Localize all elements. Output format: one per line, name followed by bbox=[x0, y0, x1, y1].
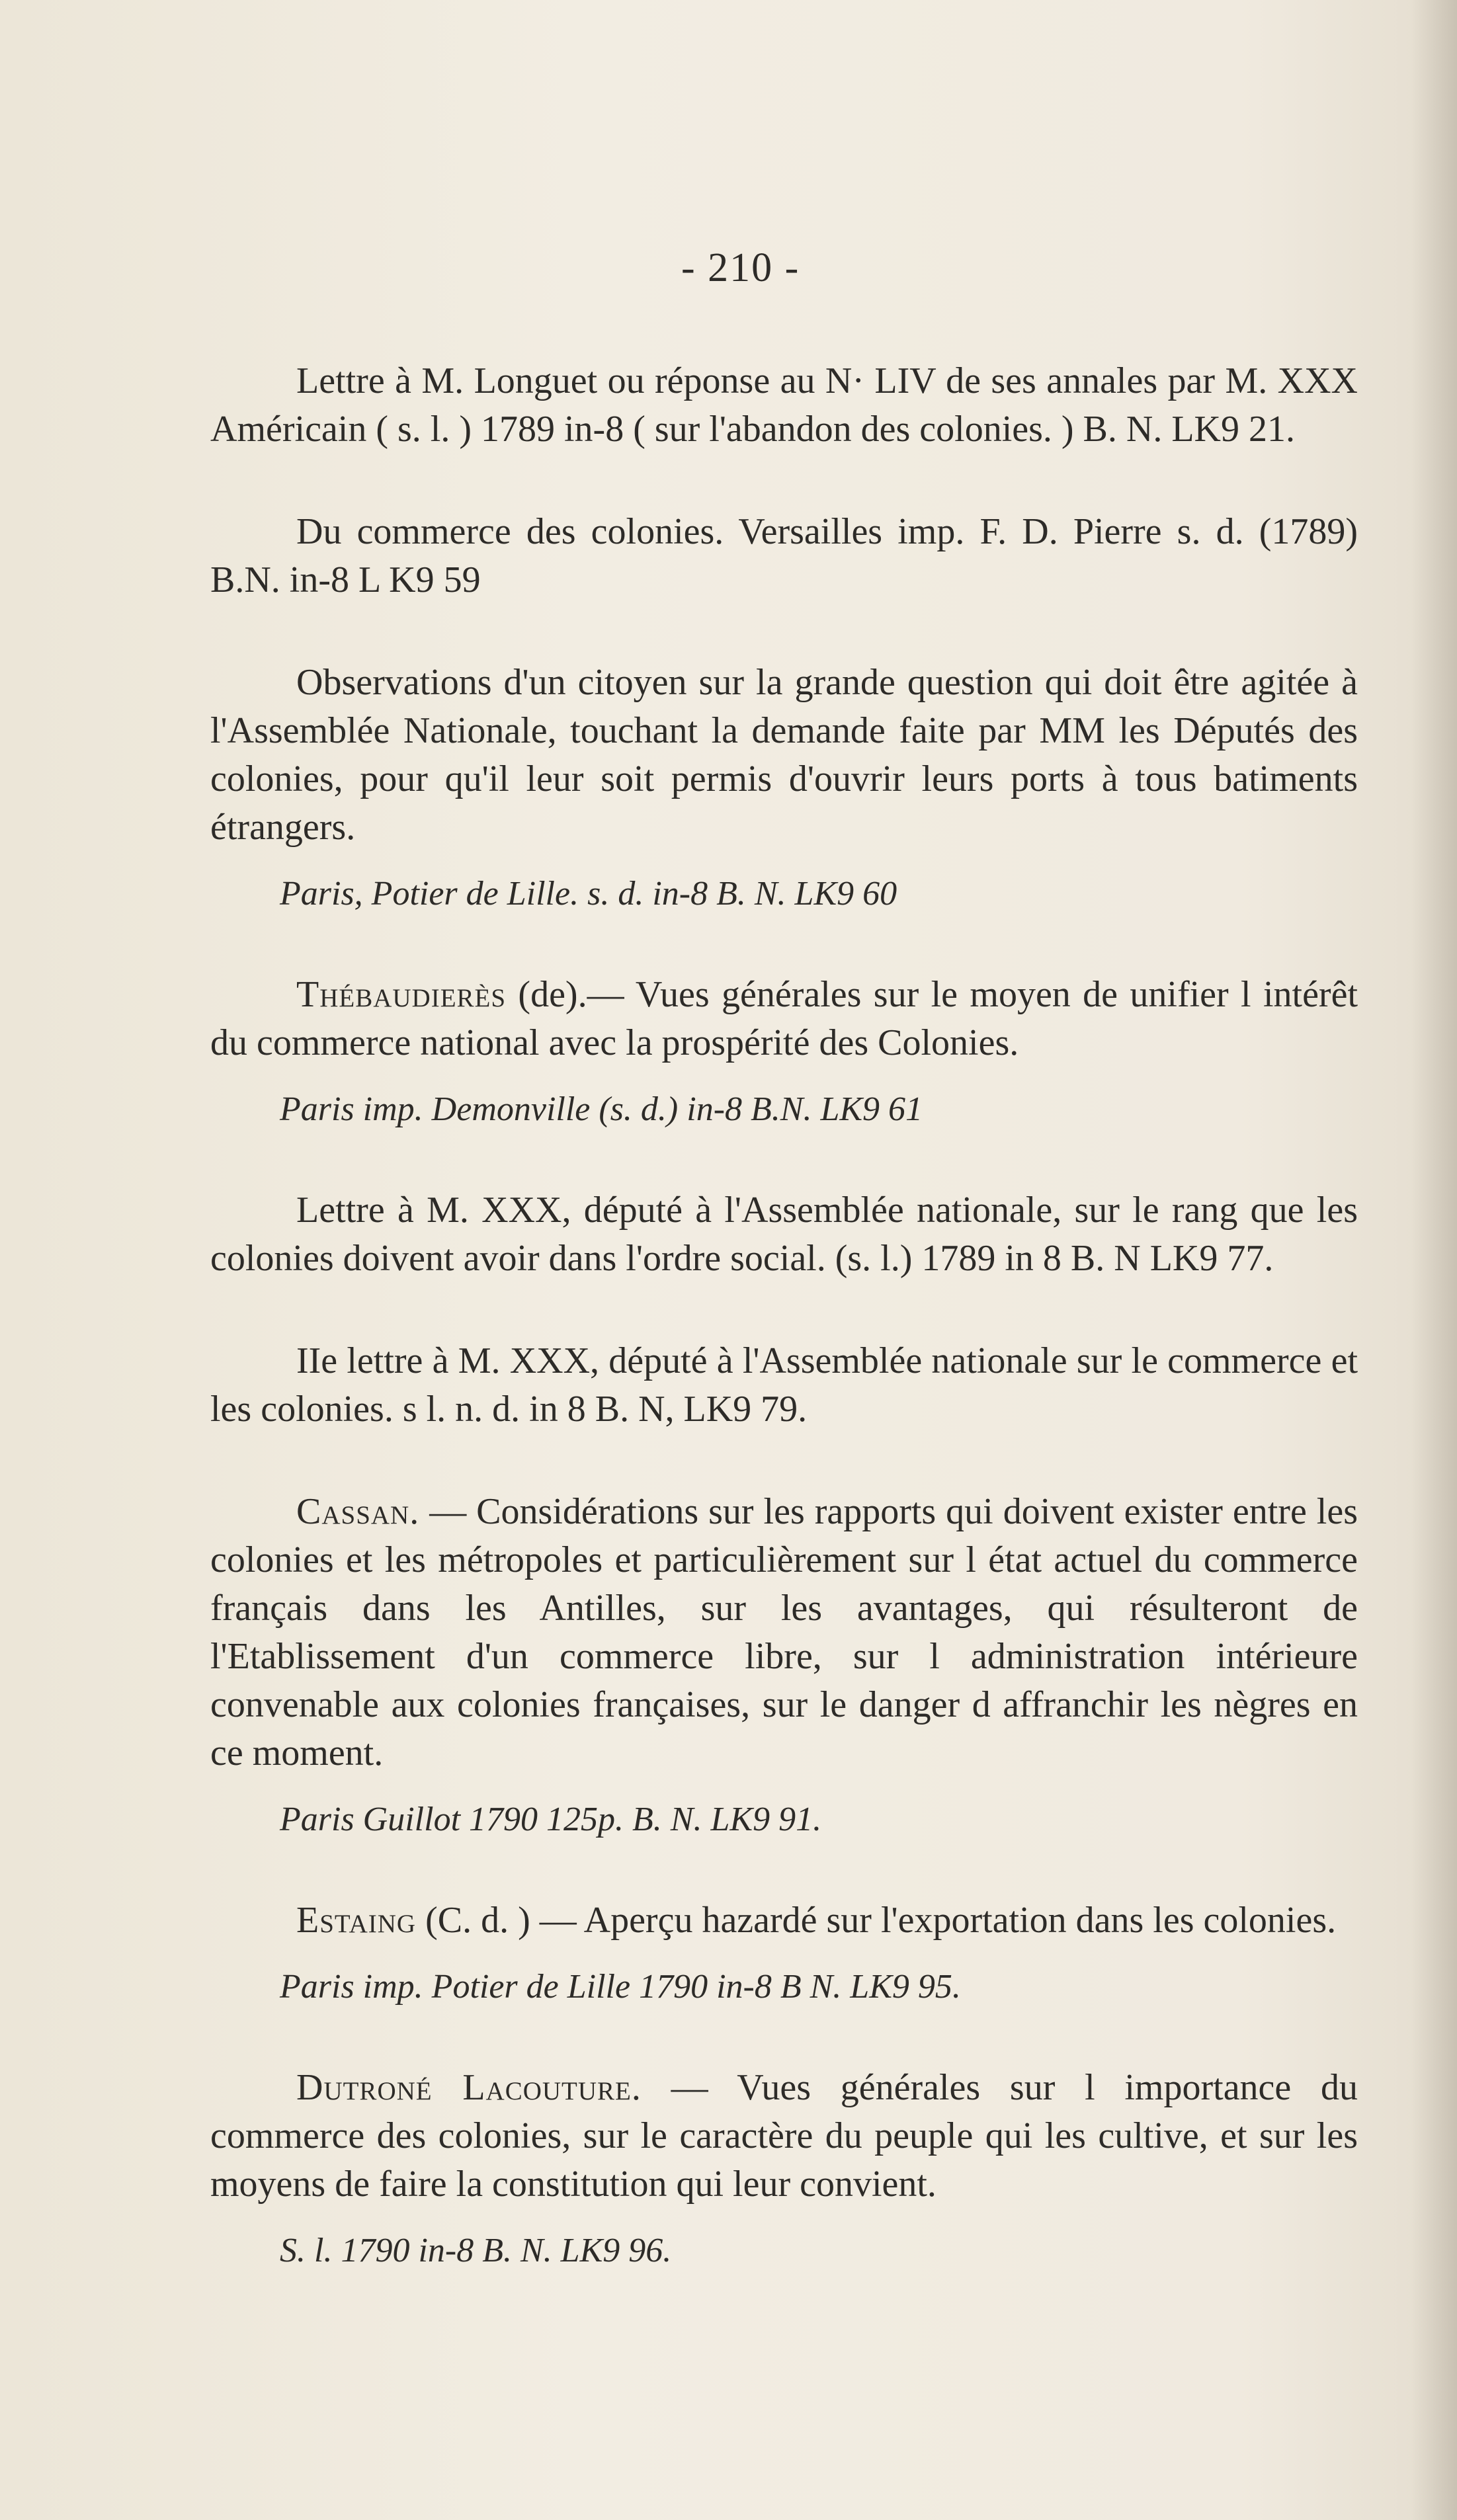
entry-author: Thébaudierès bbox=[296, 974, 507, 1015]
entry-title: — Considérations sur les rapports qui doivent exister entre les colonies et les métropoles et particulièrement sur l état actuel du commerce français dans les Antilles, sur les avantages, qui résulteront de l'Etablissement d'un commerce libre, sur l administration intérieure convenable aux colonies françaises, sur le danger d affranchir les nègres en ce moment. bbox=[210, 1491, 1358, 1773]
entry-title: (C. d. ) — Aperçu hazardé sur l'exportation dans les colonies. bbox=[416, 1900, 1337, 1941]
entry-text: IIe lettre à M. XXX, député à l'Assemblée nationale sur le commerce et les colonies. s l. n. d. in 8 B. N, LK9 79. bbox=[210, 1340, 1358, 1430]
entry-text: Lettre à M. Longuet ou réponse au N· LIV de ses annales par M. XXX Américain ( s. l. ) 1789 in-8 ( sur l'abandon des colonies. ) B. N. LK9 21. bbox=[210, 360, 1358, 450]
entry-text bbox=[210, 1896, 1358, 1945]
entry-author: Dutroné Lacouture. bbox=[296, 2067, 642, 2108]
page-number: - 210 - bbox=[681, 245, 800, 290]
bibliography-entry bbox=[210, 1337, 1358, 1434]
entry-imprint: Paris imp. Demonville (s. d.) in-8 B.N. LK9 61 bbox=[280, 1090, 923, 1128]
entry-imprint: Paris imp. Potier de Lille 1790 in-8 B N. LK9 95. bbox=[280, 1968, 961, 2006]
entry-text: Du commerce des colonies. Versailles imp. F. D. Pierre s. d. (1789) B.N. in-8 L K9 59 bbox=[210, 511, 1358, 600]
entry-title: (de).— Vues générales sur le moyen de unifier l intérêt du commerce national avec la prospérité des Colonies. bbox=[210, 974, 1358, 1063]
bibliography-entry bbox=[210, 508, 1358, 604]
entry-text bbox=[210, 971, 1358, 1067]
entry-imprint: Paris, Potier de Lille. s. d. in-8 B. N. LK9 60 bbox=[280, 875, 897, 913]
bibliography-entry bbox=[210, 971, 1358, 1132]
bibliography-entry bbox=[210, 1186, 1358, 1283]
bibliography-entry bbox=[210, 659, 1358, 916]
bibliography-entry bbox=[210, 1488, 1358, 1842]
bibliography-entry bbox=[210, 357, 1358, 454]
entry-title: — Vues générales sur l importance du commerce des colonies, sur le caractère du peuple qui les cultive, et sur les moyens de faire la constitution qui leur convient. bbox=[210, 2067, 1358, 2205]
entry-text: Lettre à M. XXX, député à l'Assemblée nationale, sur le rang que les colonies doivent avoir dans l'ordre social. (s. l.) 1789 in 8 B. N LK9 77. bbox=[210, 1190, 1358, 1279]
entry-author: Cassan. bbox=[296, 1491, 420, 1532]
entry-text bbox=[210, 2064, 1358, 2209]
entry-imprint: Paris Guillot 1790 125p. B. N. LK9 91. bbox=[280, 1801, 822, 1838]
page-edge-shadow bbox=[1411, 0, 1457, 2520]
entry-text: Observations d'un citoyen sur la grande question qui doit être agitée à l'Assemblée Nationale, touchant la demande faite par MM les Députés des colonies, pour qu'il leur soit permis d'ouvrir leurs ports à tous batiments étrangers. bbox=[210, 662, 1358, 848]
entry-author: Estaing bbox=[296, 1900, 417, 1941]
bibliography-entry bbox=[210, 2064, 1358, 2273]
entry-text bbox=[210, 1488, 1358, 1777]
entry-imprint: S. l. 1790 in-8 B. N. LK9 96. bbox=[280, 2232, 672, 2269]
bibliography-list bbox=[210, 357, 1358, 2328]
bibliography-entry bbox=[210, 1896, 1358, 2010]
